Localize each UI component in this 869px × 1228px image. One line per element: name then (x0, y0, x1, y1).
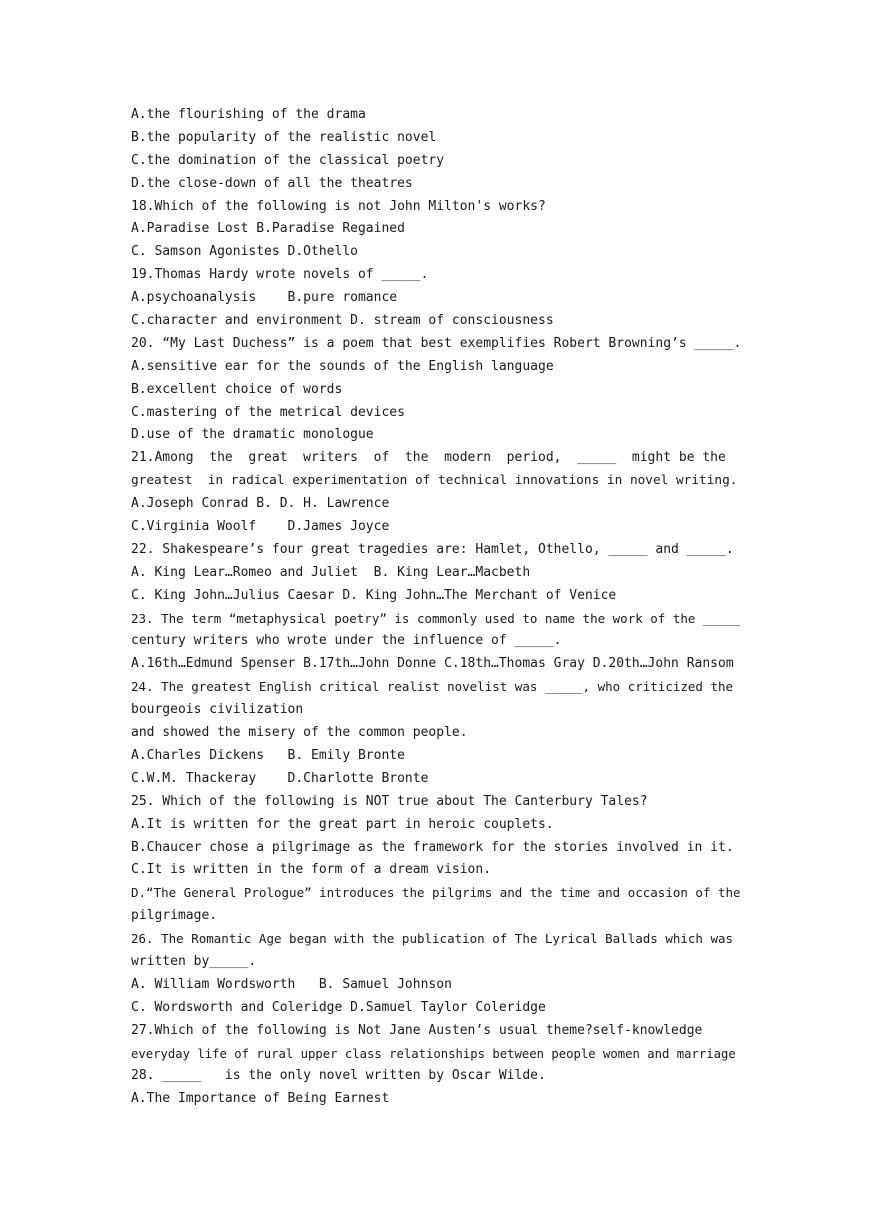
text-line: D.the close-down of all the theatres (131, 175, 413, 191)
text-line: A.Charles Dickens B. Emily Bronte (131, 747, 405, 763)
text-line: century writers who wrote under the influence of _____. (131, 633, 562, 649)
question-25: 25. Which of the following is NOT true about The Canterbury Tales? (131, 793, 648, 809)
question-24: 24. The greatest English critical realist novelist was _____, who criticized the (131, 679, 734, 695)
question-19: 19.Thomas Hardy wrote novels of _____. (131, 267, 429, 283)
text-line: pilgrimage. (131, 908, 218, 924)
text-line: A. King Lear…Romeo and Juliet B. King Lear…Macbeth (131, 564, 531, 580)
text-line: B.Chaucer chose a pilgrimage as the framework for the stories involved in it. (131, 839, 734, 855)
text-line: A.16th…Edmund Spenser B.17th…John Donne C.18th…Thomas Gray D.20th…John Ransom (131, 656, 734, 672)
question-27: 27.Which of the following is Not Jane Austen’s usual theme?self-knowledge (131, 1022, 703, 1038)
question-21: 21.Among the great writers of the modern period, _____ might be the (131, 450, 726, 466)
text-line: C. Samson Agonistes D.Othello (131, 244, 358, 260)
text-line: D.use of the dramatic monologue (131, 427, 374, 443)
text-line: and showed the misery of the common people. (131, 725, 468, 741)
text-line: A.the flourishing of the drama (131, 107, 366, 122)
question-22: 22. Shakespeare’s four great tragedies are: Hamlet, Othello, _____ and _____. (131, 541, 734, 557)
text-line: A.sensitive ear for the sounds of the English language (131, 358, 554, 374)
text-line: B.excellent choice of words (131, 381, 343, 397)
text-line: C. Wordsworth and Coleridge D.Samuel Taylor Coleridge (131, 999, 546, 1015)
text-line: C.Virginia Woolf D.James Joyce (131, 519, 390, 535)
text-line: A.The Importance of Being Earnest (131, 1091, 390, 1107)
text-line: C.the domination of the classical poetry (131, 152, 445, 168)
text-line: A.Paradise Lost B.Paradise Regained (131, 221, 405, 237)
text-line: C.It is written in the form of a dream vision. (131, 862, 492, 878)
text-line: D.“The General Prologue” introduces the pilgrims and the time and occasion of the (131, 885, 741, 901)
text-line: C.mastering of the metrical devices (131, 404, 405, 420)
document-page (131, 104, 741, 1111)
text-line: A.It is written for the great part in heroic couplets. (131, 816, 554, 832)
text-line: B.the popularity of the realistic novel (131, 129, 437, 145)
text-line: C.character and environment D. stream of consciousness (131, 313, 554, 329)
question-28: 28. _____ is the only novel written by Oscar Wilde. (131, 1068, 546, 1084)
text-line: A.psychoanalysis B.pure romance (131, 290, 398, 306)
text-line: everyday life of rural upper class relationships between people women and marriage (131, 1046, 736, 1061)
question-23: 23. The term “metaphysical poetry” is commonly used to name the work of the _____ (131, 610, 741, 626)
text-line: greatest in radical experimentation of technical innovations in novel writing. (131, 473, 738, 489)
question-20: 20. “My Last Duchess” is a poem that best exemplifies Robert Browning’s _____. (131, 335, 741, 351)
question-26: 26. The Romantic Age began with the publication of The Lyrical Ballads which was (131, 931, 734, 947)
question-18: 18.Which of the following is not John Milton's works? (131, 198, 546, 214)
text-line: bourgeois civilization (131, 702, 304, 718)
text-line: A.Joseph Conrad B. D. H. Lawrence (131, 496, 390, 512)
text-line: A. William Wordsworth B. Samuel Johnson (131, 976, 452, 992)
text-line: written by_____. (131, 953, 257, 969)
text-line: C. King John…Julius Caesar D. King John…The Merchant of Venice (131, 587, 617, 603)
text-line: C.W.M. Thackeray D.Charlotte Bronte (131, 770, 429, 786)
